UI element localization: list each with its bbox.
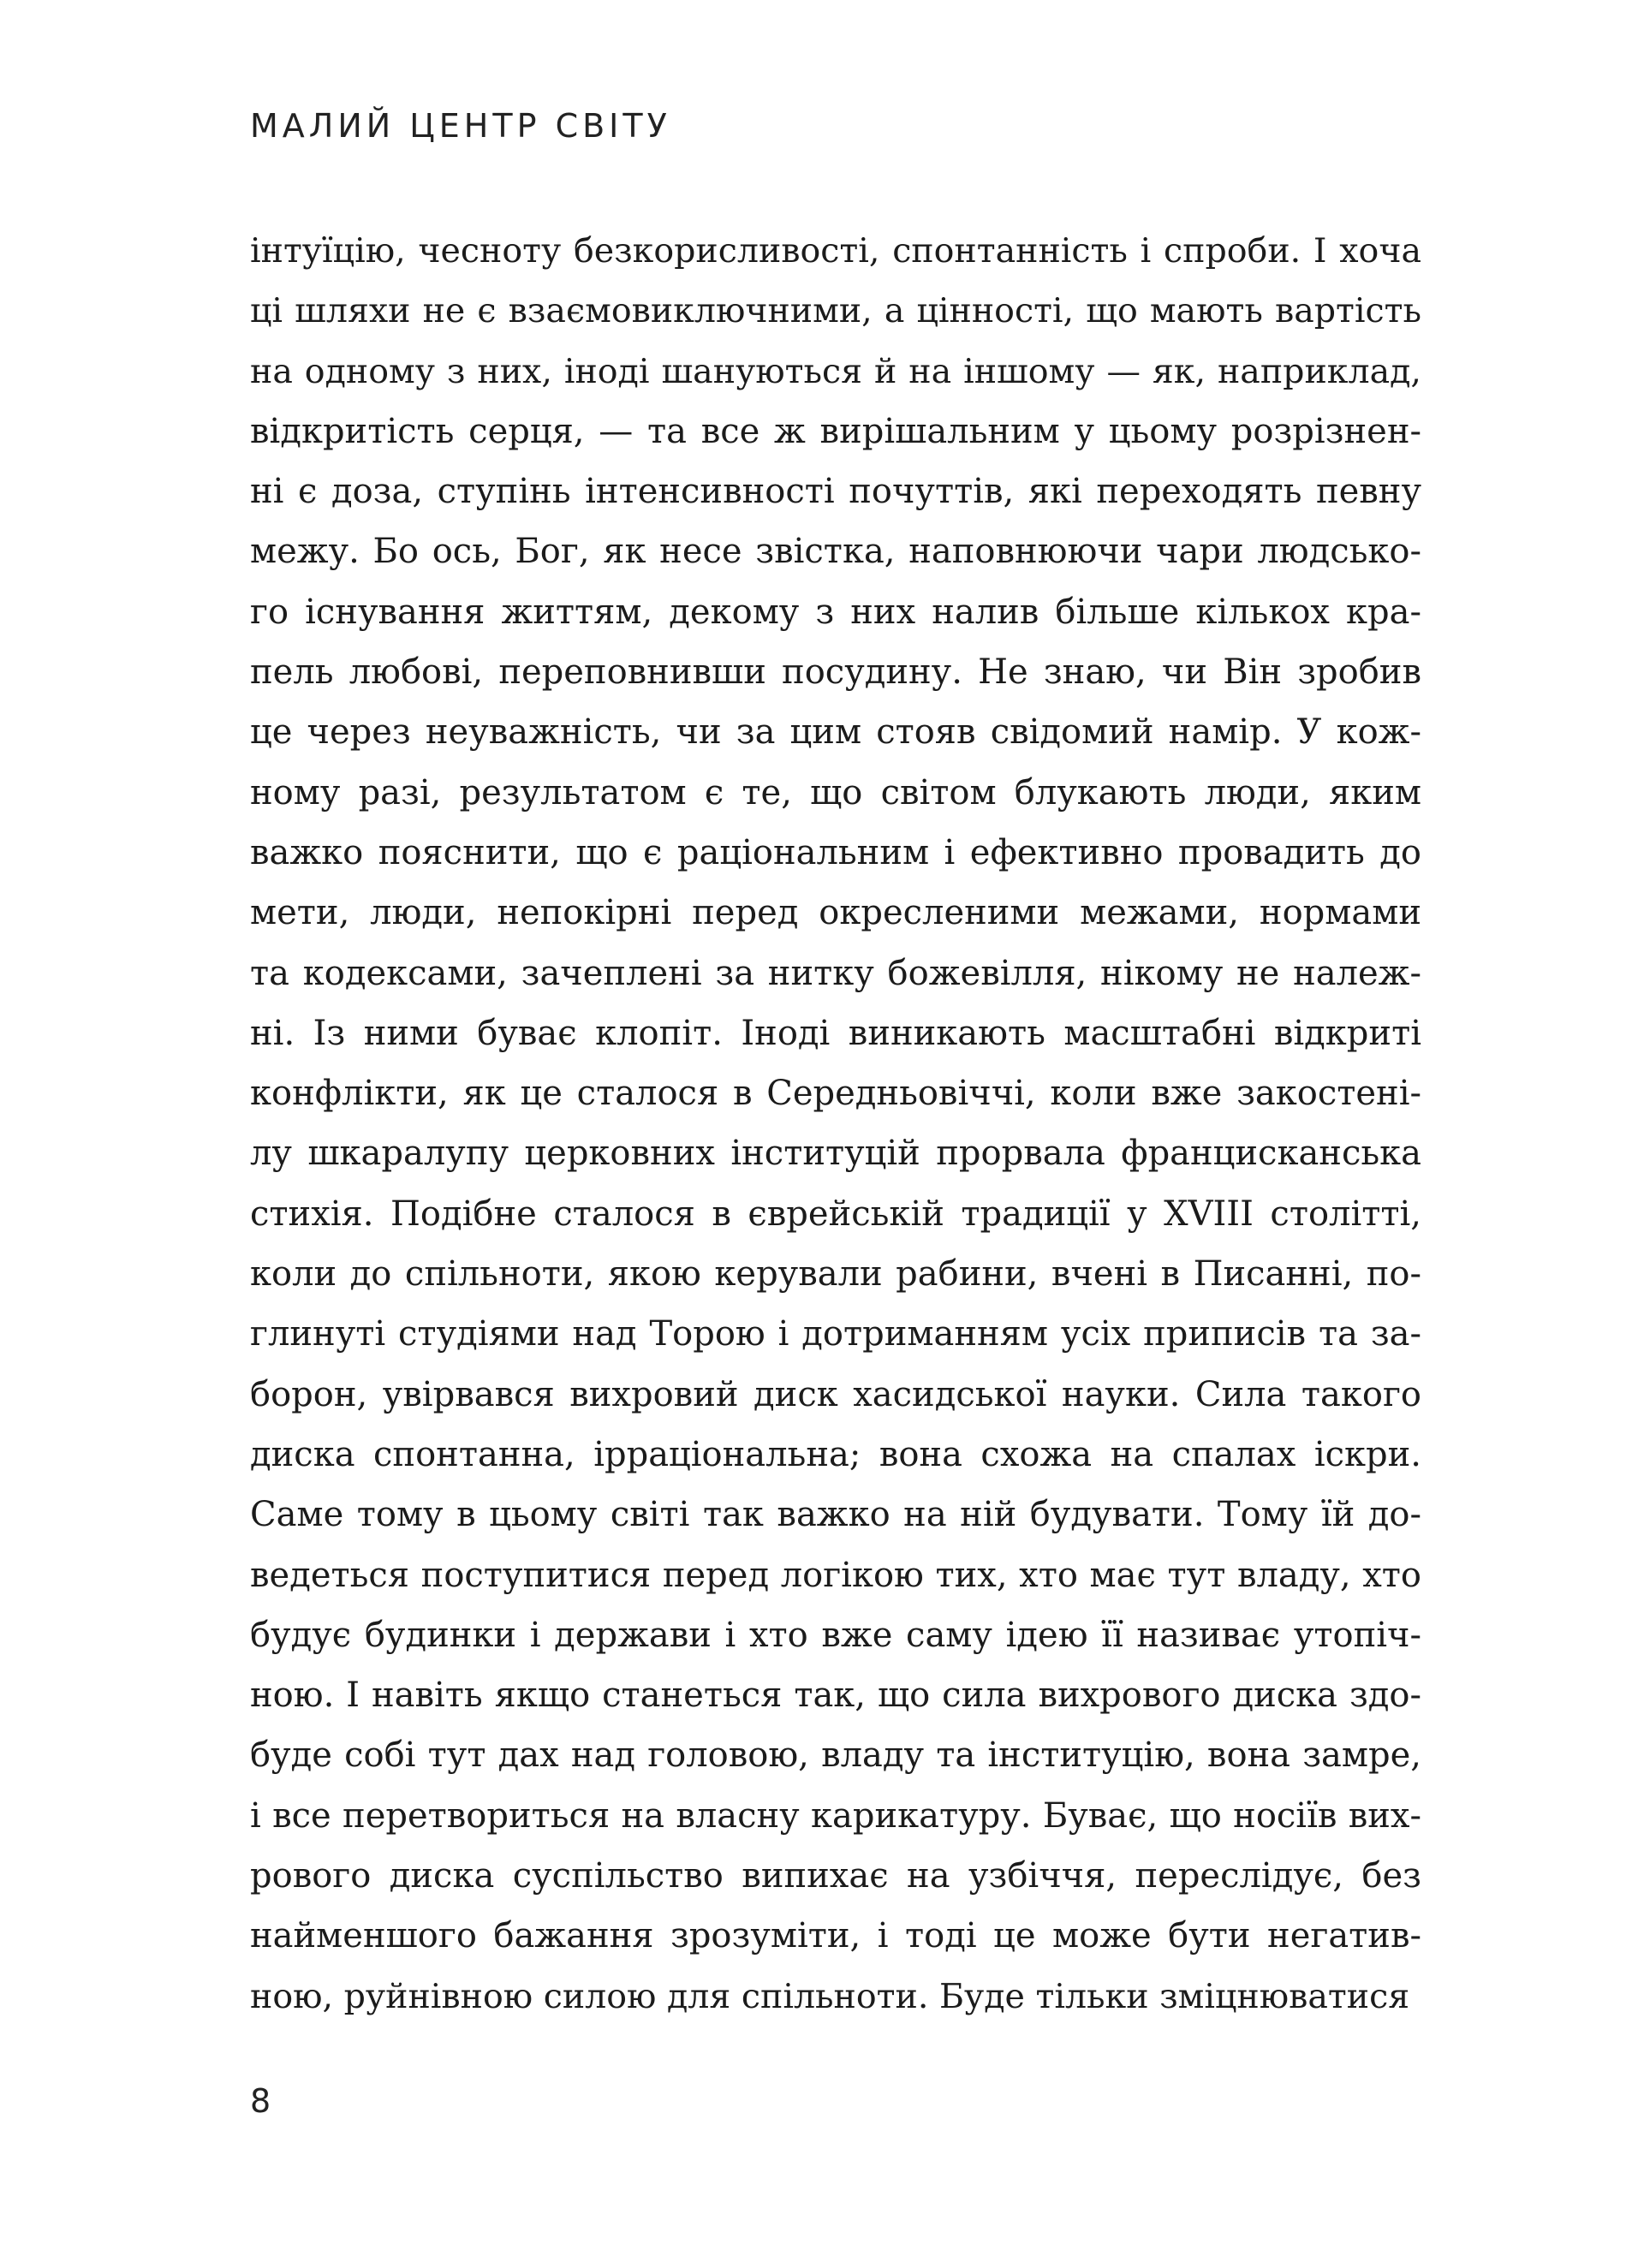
text-line: рового диска суспільство випихає на узбіччя, переслідує, без [250, 1856, 1421, 1896]
text-line: і все перетвориться на власну карикатуру. Буває, що носіїв вих- [250, 1795, 1421, 1836]
text-line: пель любові, переповнивши посудину. Не знаю, чи Він зробив [250, 652, 1421, 693]
text-line: та кодексами, зачеплені за нитку божевілля, нікому не належ- [250, 953, 1421, 993]
running-header-title: МАЛИЙ ЦЕНТР СВІТУ [250, 107, 671, 145]
text-line: мети, люди, непокірні перед окресленими межами, нормами [250, 893, 1421, 933]
text-line: диска спонтанна, ірраціональна; вона схожа на спалах іскри. [250, 1434, 1421, 1474]
text-line: ні є доза, ступінь інтенсивності почуттів, які переходять певну [250, 472, 1421, 512]
text-line: лу шкаралупу церковних інституцій прорвала францисканська [250, 1134, 1421, 1174]
text-line: відкритість серця, — та все ж вирішальним у цьому розрізнен- [250, 411, 1421, 451]
text-line: ною. І навіть якщо станеться так, що сила вихрового диска здо- [250, 1676, 1421, 1716]
text-line: буде собі тут дах над головою, владу та інституцію, вона замре, [250, 1735, 1421, 1776]
text-line: межу. Бо ось, Бог, як несе звістка, наповнюючи чари людсько- [250, 532, 1421, 572]
text-line: це через неуважність, чи за цим стояв свідомий намір. У кож- [250, 712, 1421, 753]
text-line: важко пояснити, що є раціональним і ефективно провадить до [250, 832, 1421, 872]
text-line: ною, руйнівною силою для спільноти. Буде тільки зміцнюватися [250, 1976, 1410, 2016]
text-line: на одному з них, іноді шануються й на іншому — як, наприклад, [250, 351, 1421, 391]
text-line: борон, увірвався вихровий диск хасидської науки. Сила такого [250, 1374, 1421, 1414]
text-line: інтуїцію, чесноту безкорисливості, спонтанність і спроби. І хоча [250, 231, 1421, 271]
text-line: Саме тому в цьому світі так важко на ній будувати. Тому їй до- [250, 1495, 1421, 1535]
text-line: коли до спільноти, якою керували рабини, вчені в Писанні, по- [250, 1254, 1421, 1295]
text-line: ці шляхи не є взаємовиключними, а цінності, що мають вартість [250, 291, 1421, 331]
text-line: го існування життям, декому з них налив більше кількох кра- [250, 592, 1421, 632]
text-line: будує будинки і держави і хто вже саму ідею її називає утопіч- [250, 1615, 1421, 1655]
text-line: конфлікти, як це сталося в Середньовіччі, коли вже закостені- [250, 1074, 1421, 1114]
text-line: ному разі, результатом є те, що світом блукають люди, яким [250, 772, 1421, 813]
text-line: стихія. Подібне сталося в єврейській традиції у XVIII столітті, [250, 1194, 1421, 1234]
text-line: ні. Із ними буває клопіт. Іноді виникають масштабні відкриті [250, 1013, 1421, 1053]
body-text-column [250, 221, 1421, 2027]
text-line: ведеться поступитися перед логікою тих, хто має тут владу, хто [250, 1555, 1421, 1595]
text-line: найменшого бажання зрозуміти, і тоді це може бути негатив- [250, 1916, 1421, 1956]
page-number: 8 [250, 2082, 271, 2120]
text-line: глинуті студіями над Торою і дотриманням усіх приписів та за- [250, 1314, 1421, 1354]
